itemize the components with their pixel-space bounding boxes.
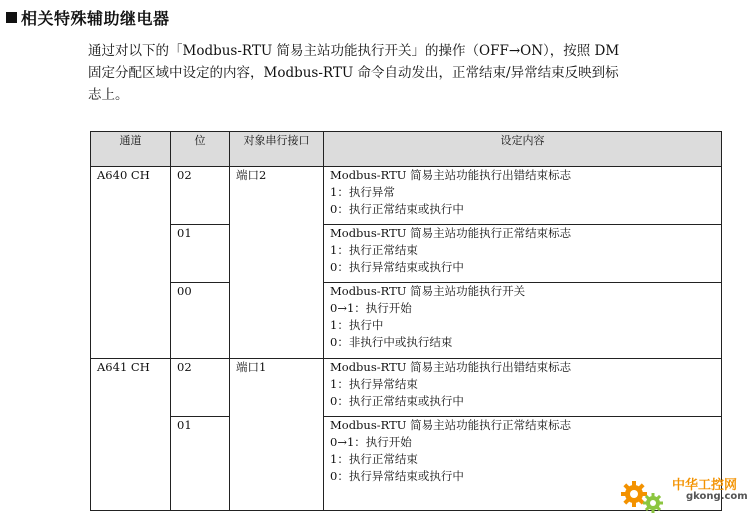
relay-table — [90, 131, 722, 511]
content-line: 0：非执行中或执行结束 — [330, 335, 453, 349]
content-line: 1：执行异常结束 — [330, 377, 418, 391]
bit-cell: 00 — [171, 283, 230, 359]
port-cell — [230, 283, 324, 359]
content-line: 1：执行正常结束 — [330, 452, 418, 466]
port-cell — [230, 225, 324, 283]
content-cell — [324, 167, 722, 225]
content-line: 1：执行异常 — [330, 185, 395, 199]
content-line: Modbus-RTU 简易主站功能执行正常结束标志 — [330, 226, 572, 240]
content-line: 1：执行中 — [330, 318, 384, 332]
content-line: 0：执行异常结束或执行中 — [330, 469, 464, 483]
bit-cell: 01 — [171, 417, 230, 511]
content-line: Modbus-RTU 简易主站功能执行正常结束标志 — [330, 418, 572, 432]
content-line: 1：执行正常结束 — [330, 243, 418, 257]
channel-cell: A641 CH — [91, 359, 171, 417]
watermark-text: 中华工控网 — [672, 478, 738, 493]
content-line: 0：执行异常结束或执行中 — [330, 260, 464, 274]
bit-cell: 02 — [171, 359, 230, 417]
content-line: 0：执行正常结束或执行中 — [330, 394, 464, 408]
table-row — [91, 225, 722, 283]
paragraph-line: 通过对以下的「Modbus-RTU 简易主站功能执行开关」的操作（OFF→ON），按照 DM — [88, 43, 620, 59]
content-cell — [324, 283, 722, 359]
header-content: 设定内容 — [324, 132, 722, 167]
channel-cell — [91, 417, 171, 511]
content-cell — [324, 225, 722, 283]
table-row — [91, 359, 722, 417]
content-line: Modbus-RTU 简易主站功能执行出错结束标志 — [330, 168, 572, 182]
channel-cell: A640 CH — [91, 167, 171, 225]
content-line: Modbus-RTU 简易主站功能执行出错结束标志 — [330, 360, 572, 374]
header-channel: 通道 — [91, 132, 171, 167]
section-heading — [6, 6, 170, 29]
paragraph-line: 志上。 — [88, 87, 129, 103]
channel-cell — [91, 283, 171, 359]
port-cell: 端口2 — [230, 167, 324, 225]
content-line: 0→1：执行开始 — [330, 435, 412, 449]
header-bit: 位 — [171, 132, 230, 167]
port-cell — [230, 417, 324, 511]
intro-paragraph — [88, 40, 728, 106]
bit-cell: 02 — [171, 167, 230, 225]
header-port: 对象串行接口 — [230, 132, 324, 167]
section-heading-text: 相关特殊辅助继电器 — [21, 9, 170, 28]
content-cell — [324, 359, 722, 417]
gear-icon — [642, 492, 664, 514]
content-line: 0→1：执行开始 — [330, 301, 412, 315]
watermark-url: gkong.com — [686, 491, 748, 502]
watermark-logo — [620, 470, 750, 525]
port-cell: 端口1 — [230, 359, 324, 417]
bit-cell: 01 — [171, 225, 230, 283]
content-line: Modbus-RTU 简易主站功能执行开关 — [330, 284, 526, 298]
table-row — [91, 283, 722, 359]
table-header-row — [91, 132, 722, 167]
paragraph-line: 固定分配区域中设定的内容，Modbus-RTU 命令自动发出，正常结束/异常结束反映到标 — [88, 65, 619, 81]
content-line: 0：执行正常结束或执行中 — [330, 202, 464, 216]
table-row — [91, 167, 722, 225]
channel-cell — [91, 225, 171, 283]
square-bullet-icon — [6, 12, 17, 23]
